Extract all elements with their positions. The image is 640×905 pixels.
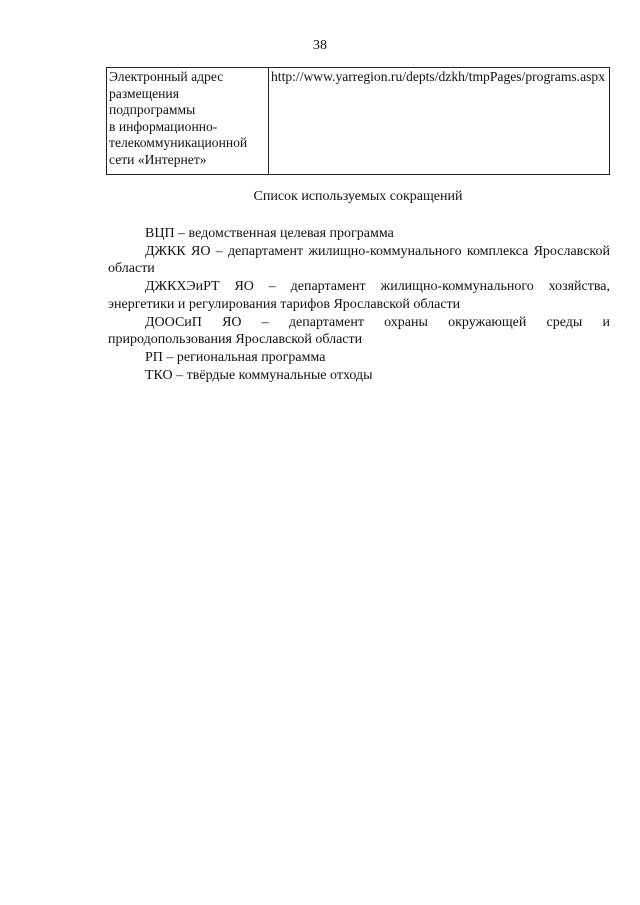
table-label-line: в информационно- — [109, 118, 218, 134]
abbreviation-item: ДЖКХЭиРТ ЯО – департамент жилищно-коммунального хозяйства, энергетики и регулирования тарифов Ярославской области — [108, 279, 610, 312]
table-label-line: сети «Интернет» — [109, 151, 207, 167]
abbreviations-title: Список используемых сокращений — [253, 189, 463, 204]
table-row — [107, 68, 610, 175]
abbreviation-item: РП – региональная программа — [145, 349, 326, 365]
table-label-line: Электронный адрес — [109, 69, 224, 84]
program-url-text: http://www.yarregion.ru/depts/dzkh/tmpPages/programs.aspx — [271, 69, 605, 84]
table-label-line: телекоммуникационной — [109, 135, 248, 151]
table-label-line: подпрограммы — [109, 102, 196, 118]
abbreviation-item: ДЖКК ЯО – департамент жилищно-коммунального комплекса Ярославской области — [108, 243, 610, 277]
abbreviation-item: ДООСиП ЯО – департамент охраны окружающей среды и природопользования Ярославской области — [108, 314, 610, 348]
page-number: 38 — [313, 38, 327, 53]
abbreviations-list — [108, 225, 610, 384]
abbreviation-item: ВЦП – ведомственная целевая программа — [145, 226, 394, 241]
table-label-cell — [107, 68, 269, 175]
table-value-cell — [269, 68, 610, 175]
table-label-line: размещения — [109, 85, 179, 101]
abbreviation-item: ТКО – твёрдые коммунальные отходы — [145, 367, 373, 383]
info-table — [106, 67, 610, 175]
